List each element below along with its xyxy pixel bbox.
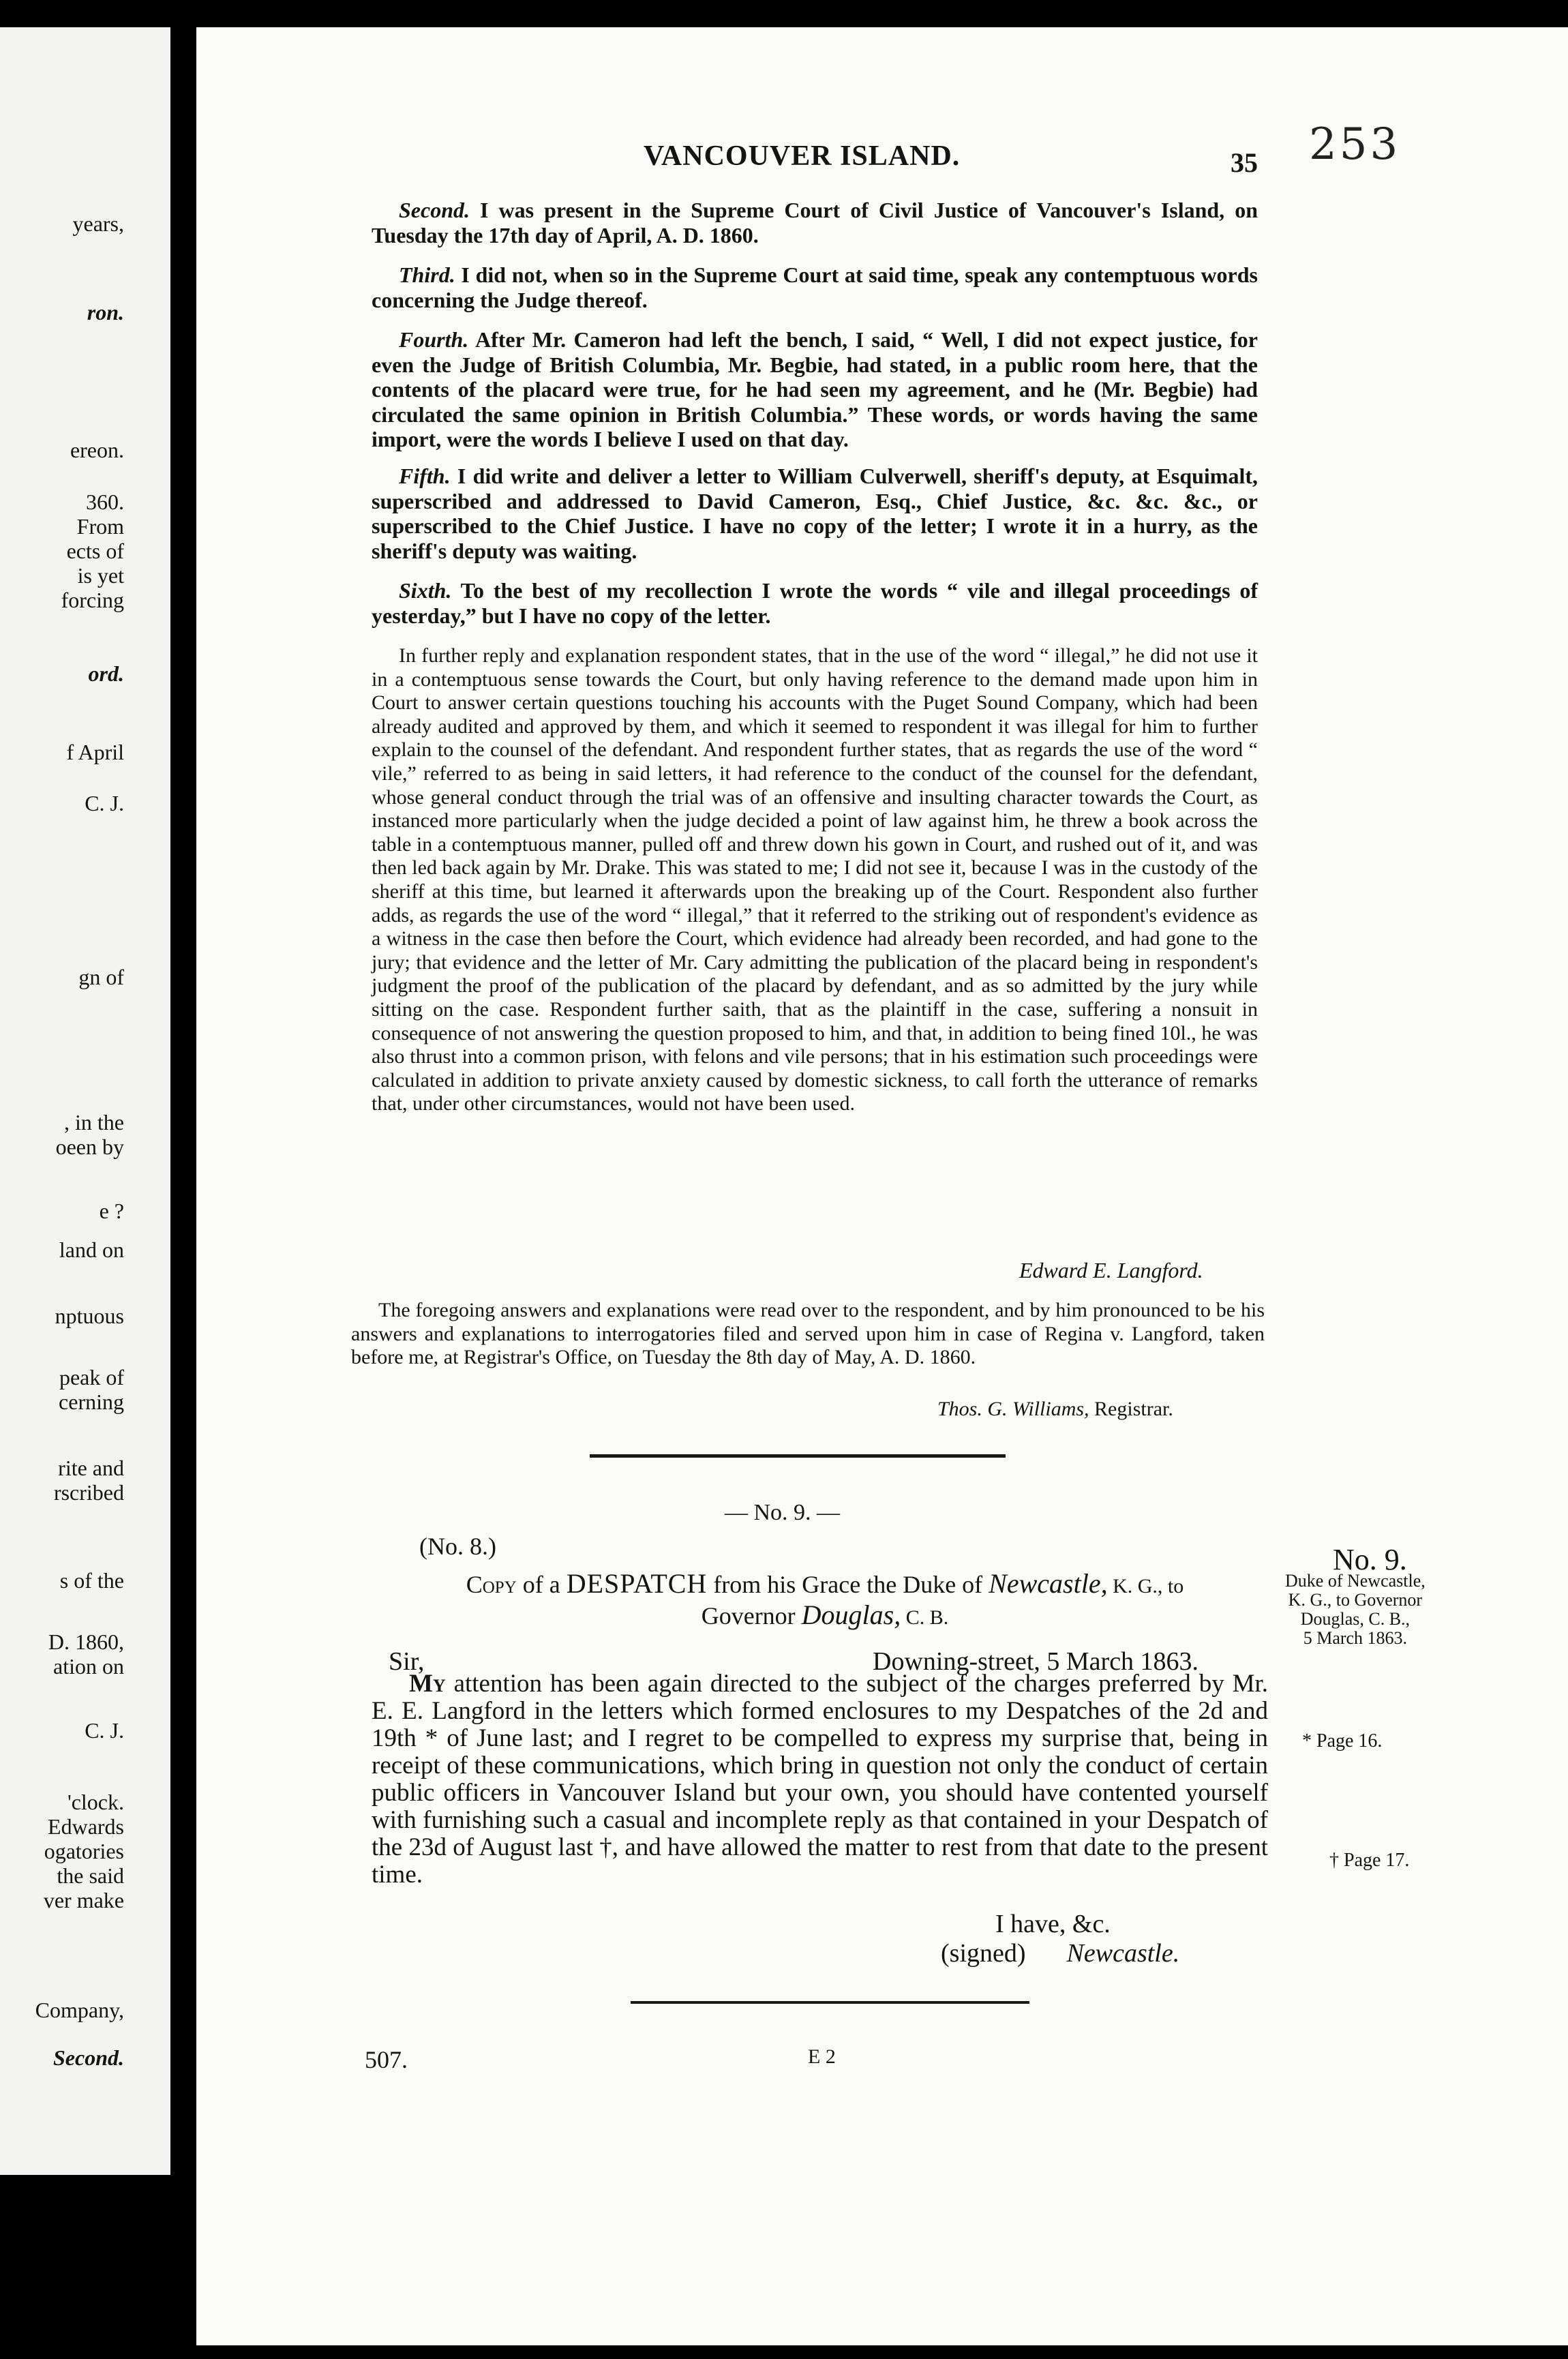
original-despatch-number: (No. 8.) bbox=[419, 1533, 496, 1560]
title-governor: Governor bbox=[701, 1602, 802, 1629]
left-page-line: cerning bbox=[59, 1389, 124, 1414]
lead-second: Second. bbox=[399, 198, 470, 222]
left-page-line: Company, bbox=[35, 1998, 124, 2022]
title-douglas: Douglas, bbox=[801, 1599, 901, 1630]
left-page-line: ects of bbox=[66, 539, 124, 563]
left-page-line: rite and bbox=[58, 1456, 124, 1480]
left-page-line: ver make bbox=[43, 1888, 124, 1912]
print-number: 507. bbox=[365, 2046, 408, 2073]
left-page-line: the said bbox=[57, 1863, 124, 1888]
closing-rule bbox=[631, 2001, 1029, 2004]
body-text: attention has been again directed to the subject of the charges preferred by Mr. E. E. Langford in the letters which formed enclosures to my Despatches of the 2d and 19th * of June last; and I regret to be compelled to express my surprise that, being in receipt of these communications, which bring in question not only the conduct of certain public officers in Vancouver Island but your own, you should have contented yourself with furnishing such a casual and incomplete reply as that contained in your Despatch of the 23d of August last †, and have allowed the matter to rest from that date to the present time. bbox=[372, 1670, 1268, 1889]
dispatch-title bbox=[375, 1569, 1275, 1632]
paragraph-further-reply: In further reply and explanation respondent states, that in the use of the word “ illegal,” he did not use it in a contemptuous sense towards the Court, but only having reference to the demand made upon him in Court to answer certain questions touching his accounts with the Puget Sound Company, which had been already audited and approved by them, and which it seemed to respondent it was illegal for him to further explain to the counsel of the defendant. And respondent further states, that as regards the use of the word “ vile,” referred to as being in said letters, it had reference to the conduct of the counsel for the defendant, whose general conduct through the trial was of an offensive and insulting character towards the Court, as instanced more particularly when the judge decided a point of law against him, he threw a book across the table in a contemptuous manner, pulled off and threw down his gown in Court, and rushed out of it, and was then led back again by Mr. Drake. This was stated to me; I did not see it, because I was in the custody of the sheriff at this time, but learned it afterwards upon the breaking up of the Court. Respondent also further adds, as regards the use of the word “ illegal,” that it referred to the striking out of respondent's evidence as a witness in the case then before the Court, which evidence had already been recorded, and had gone to the jury; that evidence and the letter of Mr. Cary admitting the publication of the placard being in respondent's judgment the proof of the publication of the placard by defendant, and as so admitted by the jury while sitting on the case. Respondent further saith, that as the plaintiff in the case, suffering a nonsuit in consequence of not answering the question proposed to him, and that, in addition to being fined 10l., he was also thrust into a common prison, with felons and vile persons; that in his estimation such proceedings were calculated in addition to private anxiety caused by domestic sickness, to call forth the utterance of remarks that, under other circumstances, would not have been used. bbox=[372, 644, 1258, 1115]
signature-williams bbox=[937, 1398, 1173, 1421]
margin-number: No. 9. bbox=[1333, 1543, 1407, 1576]
margin-summary-line: Duke of Newcastle, bbox=[1285, 1571, 1426, 1591]
paragraph-second bbox=[372, 198, 1258, 247]
paragraph-foregoing: The foregoing answers and explanations were read over to the respondent, and by him pronounced to be his answers and explanations to interrogatories filed and served upon him in case of Regina v. Langford, taken before me, at Registrar's Office, on Tuesday the 8th day of May, A. D. 1860. bbox=[351, 1299, 1265, 1369]
signature-langford: Edward E. Langford. bbox=[1019, 1258, 1203, 1282]
left-page-line: ord. bbox=[88, 661, 124, 686]
left-page-line: Edwards bbox=[48, 1814, 124, 1839]
paragraph-fifth bbox=[372, 464, 1258, 563]
left-page-line: C. J. bbox=[85, 1718, 124, 1743]
left-page-line: nptuous bbox=[55, 1304, 124, 1328]
paragraph-sixth bbox=[372, 578, 1258, 628]
left-page-line: ereon. bbox=[70, 438, 124, 462]
left-page-line: C. J. bbox=[85, 791, 124, 815]
lead-third: Third. bbox=[399, 262, 455, 287]
title-cb: C. B. bbox=[901, 1606, 949, 1629]
lead-sixth: Sixth. bbox=[399, 578, 452, 603]
left-page-line: 'clock. bbox=[67, 1790, 124, 1814]
left-page-line: rscribed bbox=[53, 1480, 124, 1505]
left-facing-page bbox=[0, 27, 170, 2175]
left-page-line: f April bbox=[66, 740, 124, 764]
signature-williams-title: Registrar. bbox=[1089, 1398, 1173, 1420]
left-page-line: , in the bbox=[64, 1110, 124, 1135]
left-page-line: e ? bbox=[99, 1199, 124, 1223]
margin-summary-line: Douglas, C. B., bbox=[1300, 1609, 1411, 1629]
dispatch-number-heading: — No. 9. — bbox=[725, 1500, 841, 1525]
left-page-line: D. 1860, bbox=[48, 1629, 124, 1654]
closing-line: I have, &c. bbox=[995, 1910, 1111, 1938]
paragraph-fourth bbox=[372, 327, 1258, 452]
left-page-line: ation on bbox=[53, 1654, 124, 1679]
lead-fifth: Fifth. bbox=[399, 464, 451, 488]
margin-page-ref-2: † Page 17. bbox=[1329, 1850, 1410, 1871]
left-page-line: Second. bbox=[53, 2045, 124, 2070]
margin-summary-line: K. G., to Governor bbox=[1288, 1590, 1423, 1610]
title-from: from his Grace the Duke of bbox=[707, 1571, 989, 1598]
margin-page-ref-1: * Page 16. bbox=[1302, 1730, 1383, 1752]
signature-williams-name: Thos. G. Williams, bbox=[937, 1398, 1089, 1420]
text-third: I did not, when so in the Supreme Court at said time, speak any contemptuous words concerning the Judge thereof. bbox=[372, 262, 1258, 312]
left-page-line: years, bbox=[72, 211, 124, 236]
left-page-line: ogatories bbox=[44, 1839, 124, 1863]
signed-label: (signed) bbox=[941, 1939, 1026, 1968]
left-page-line: ron. bbox=[87, 300, 124, 325]
left-page-line: land on bbox=[59, 1237, 124, 1262]
title-newcastle: Newcastle, bbox=[989, 1568, 1108, 1599]
paragraph-third bbox=[372, 262, 1258, 312]
left-page-line: 360. bbox=[86, 490, 124, 514]
text-fifth: I did write and deliver a letter to William Culverwell, sheriff's deputy, at Esquimalt, superscribed and addressed to David Cameron, Esq., Chief Justice, &c. &c. &c., or superscribed to the Chief Justice. I have no copy of the letter; I wrote it in a hurry, as the sheriff's deputy was waiting. bbox=[372, 464, 1258, 563]
signed-line bbox=[941, 1938, 1179, 1968]
left-page-line: forcing bbox=[61, 588, 124, 612]
left-page-line: is yet bbox=[77, 563, 124, 588]
text-second: I was present in the Supreme Court of Civil Justice of Vancouver's Island, on Tuesday the 17th day of April, A. D. 1860. bbox=[372, 198, 1258, 247]
left-page-line: s of the bbox=[59, 1568, 124, 1593]
title-kg: K. G., to bbox=[1107, 1575, 1184, 1597]
folio-number: 35 bbox=[1231, 147, 1258, 178]
place-date: Downing-street, 5 March 1863. bbox=[873, 1647, 1199, 1676]
left-page-line: From bbox=[76, 514, 124, 539]
signature-mark: E 2 bbox=[808, 2045, 836, 2068]
text-sixth: To the best of my recollection I wrote the words “ vile and illegal proceedings of yesterday,” but I have no copy of the letter. bbox=[372, 578, 1258, 628]
body-first-words: My bbox=[409, 1670, 446, 1698]
salutation: Sir, bbox=[389, 1647, 425, 1676]
title-copy: Copy bbox=[466, 1571, 517, 1598]
margin-summary bbox=[1285, 1572, 1426, 1648]
title-despatch: DESPATCH bbox=[566, 1568, 708, 1599]
margin-summary-line: 5 March 1863. bbox=[1303, 1628, 1408, 1648]
text-fourth: After Mr. Cameron had left the bench, I said, “ Well, I did not expect justice, for even the Judge of British Columbia, Mr. Begbie, had stated, in a public room here, that the contents of the placard were true, for he had seen my agreement, and he (Mr. Begbie) had circulated the same opinion in British Columbia.” These words, or words having the same import, were the words I believe I used on that day. bbox=[372, 327, 1258, 451]
lead-fourth: Fourth. bbox=[399, 327, 469, 352]
section-rule bbox=[590, 1454, 1006, 1458]
title-of-a: of a bbox=[516, 1571, 567, 1598]
page-stamp-number: 253 bbox=[1309, 119, 1401, 170]
dispatch-body bbox=[372, 1670, 1268, 1889]
signed-name: Newcastle. bbox=[1066, 1939, 1180, 1968]
running-head: VANCOUVER ISLAND. bbox=[644, 140, 961, 172]
left-page-line: gn of bbox=[78, 965, 124, 989]
left-page-line: oeen by bbox=[55, 1135, 124, 1159]
left-page-line: peak of bbox=[59, 1365, 124, 1389]
